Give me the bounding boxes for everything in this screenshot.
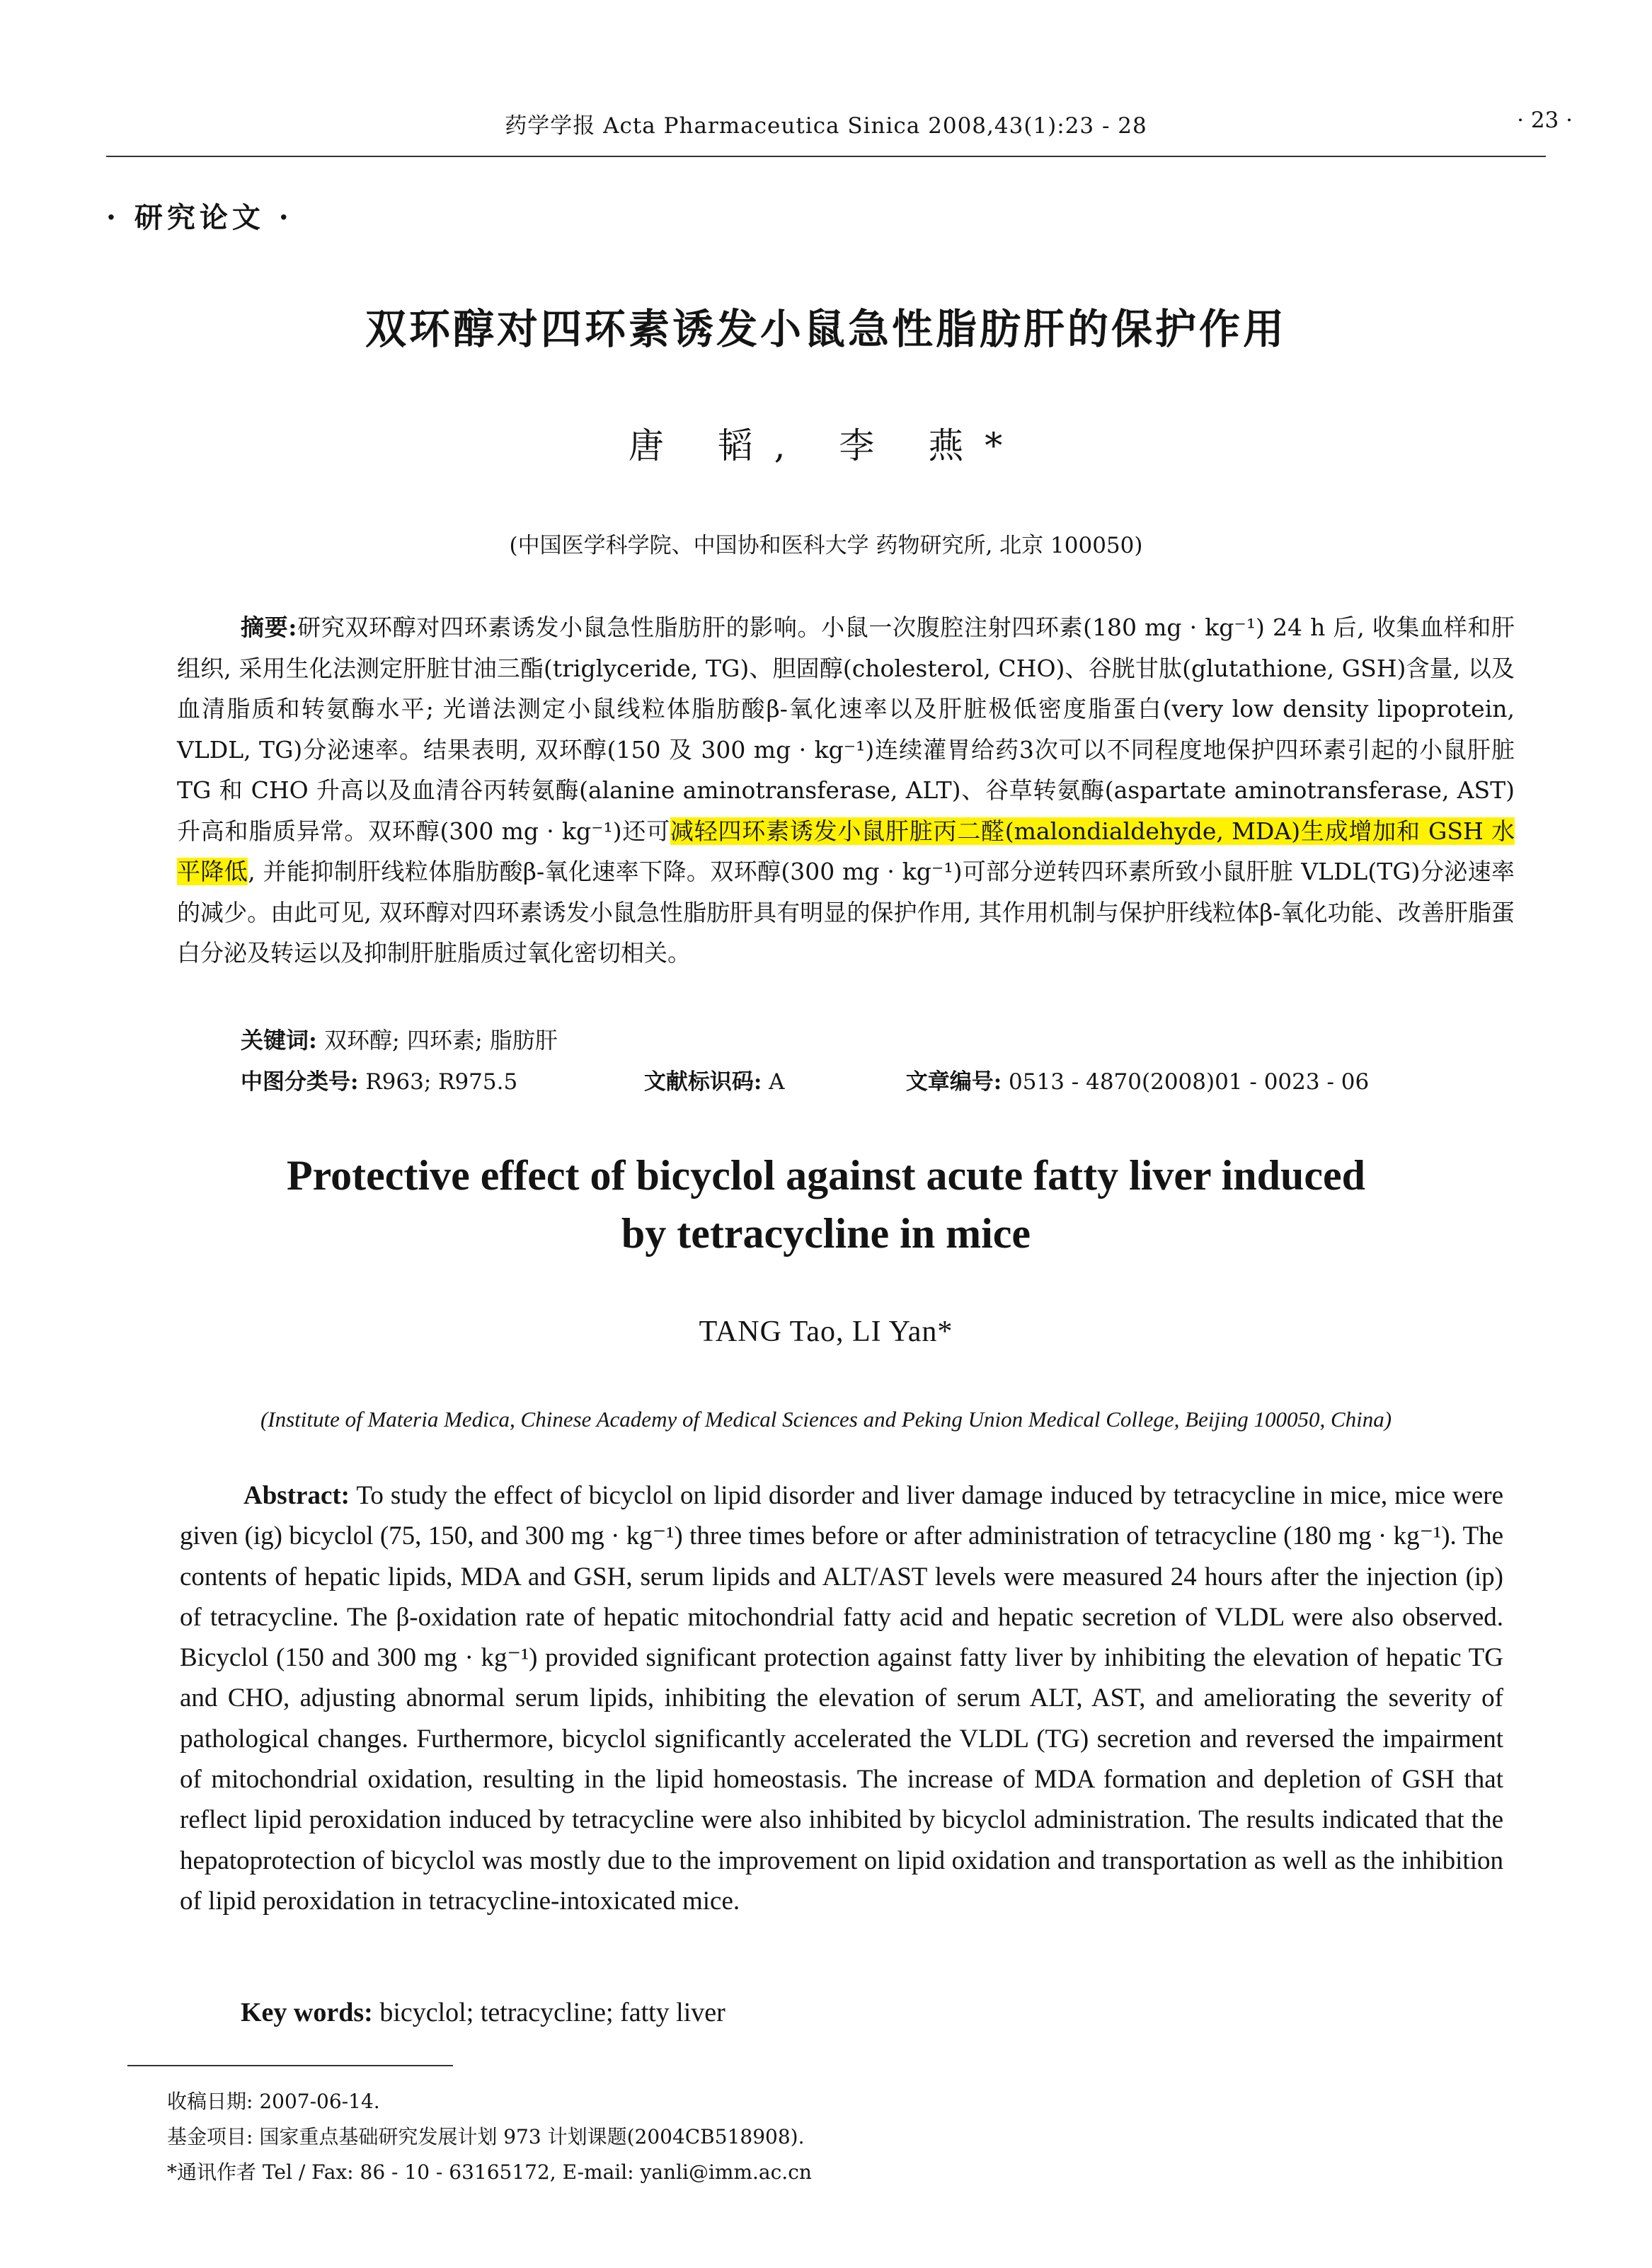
- cn-abstract: [177, 607, 1515, 974]
- doccode-value: A: [769, 1069, 785, 1095]
- cn-keywords-label: 关键词:: [241, 1027, 317, 1054]
- cn-authors: 唐 韬, 李 燕*: [628, 425, 1024, 466]
- en-authors: TANG Tao, LI Yan*: [699, 1316, 953, 1348]
- cn-abstract-highlight: 减轻四环素诱发小鼠肝脏丙二醛(malondialdehyde, MDA)生成增加和 GSH 水平降低: [177, 817, 1515, 885]
- footnote-divider: [127, 2065, 453, 2066]
- en-title-line1: Protective effect of bicyclol against acute fatty liver induced: [286, 1152, 1366, 1199]
- article-label: 文章编号:: [905, 1069, 1002, 1095]
- page-number: · 23 ·: [1517, 108, 1573, 133]
- cn-abstract-text-2: , 并能抑制肝线粒体脂肪酸β-氧化速率下降。双环醇(300 mg · kg⁻¹)可部分逆转四环素所致小鼠肝脏 VLDL(TG)分泌速率的减少。由此可见, 双环醇对四环素诱发小鼠急性脂肪肝具有明显的保护作用, 其作用机制与保护肝线粒体β-氧化功能、改善肝脂蛋白分泌及转运以及抑制肝脏脂质过氧化密切相关。: [177, 858, 1515, 967]
- article-value: 0513 - 4870(2008)01 - 0023 - 06: [1009, 1069, 1370, 1095]
- en-keywords: [241, 1997, 725, 2028]
- cn-keywords-value: 双环醇; 四环素; 脂肪肝: [324, 1027, 558, 1054]
- cn-abstract-label: 摘要:: [241, 614, 297, 641]
- doccode-label: 文献标识码:: [643, 1069, 762, 1095]
- cn-keywords: [241, 1023, 558, 1055]
- cn-affiliation: (中国医学科学院、中国协和医科大学 药物研究所, 北京 100050): [509, 533, 1143, 558]
- journal-header: 药学学报 Acta Pharmaceutica Sinica 2008,43(1):23 - 28: [505, 113, 1147, 139]
- cn-classification: [241, 1064, 1515, 1095]
- class-value: R963; R975.5: [365, 1069, 518, 1095]
- cn-title: 双环醇对四环素诱发小鼠急性脂肪肝的保护作用: [365, 305, 1287, 353]
- en-abstract-label: Abstract:: [243, 1481, 350, 1510]
- footnote-received: 收稿日期: 2007-06-14.: [167, 2090, 380, 2113]
- cn-abstract-text-1: 研究双环醇对四环素诱发小鼠急性脂肪肝的影响。小鼠一次腹腔注射四环素(180 mg · kg⁻¹) 24 h 后, 收集血样和肝组织, 采用生化法测定肝脏甘油三酯(triglyceride, TG)、胆固醇(cholesterol, CHO)、谷胱甘肽(glutathione, GSH)含量, 以及血清脂质和转氨酶水平; 光谱法测定小鼠线粒体脂肪酸β-氧化速率以及肝脏极低密度脂蛋白(very low density lipoprotein, VLDL, TG)分泌速率。结果表明, 双环醇(150 及 300 mg · kg⁻¹)连续灌胃给药3次可以不同程度地保护四环素引起的小鼠肝脏 TG 和 CHO 升高以及血清谷丙转氨酶(alanine aminotransferase, ALT)、谷草转氨酶(aspartate aminotransferase, AST)升高和脂质异常。双环醇(300 mg · kg⁻¹)还可: [177, 614, 1515, 845]
- en-keywords-label: Key words:: [241, 1998, 373, 2027]
- footnote-correspondence: *通讯作者 Tel / Fax: 86 - 10 - 63165172, E-mail: yanli@imm.ac.cn: [167, 2160, 812, 2184]
- footnote-funding: 基金项目: 国家重点基础研究发展计划 973 计划课题(2004CB518908).: [167, 2125, 805, 2148]
- en-abstract-text: To study the effect of bicyclol on lipid disorder and liver damage induced by tetracycline in mice, mice were given (ig) bicyclol (75, 150, and 300 mg · kg⁻¹) three times before or after administration of tetracycline (180 mg · kg⁻¹). The contents of hepatic lipids, MDA and GSH, serum lipids and ALT/AST levels were measured 24 hours after the injection (ip) of tetracycline. The β-oxidation rate of hepatic mitochondrial fatty acid and hepatic secretion of VLDL were also observed. Bicyclol (150 and 300 mg · kg⁻¹) provided significant protection against fatty liver by inhibiting the elevation of hepatic TG and CHO, adjusting abnormal serum lipids, inhibiting the elevation of serum ALT, AST, and ameliorating the severity of pathological changes. Furthermore, bicyclol significantly accelerated the VLDL (TG) secretion and reversed the impairment of mitochondrial oxidation, resulting in the lipid homeostasis. The increase of MDA formation and depletion of GSH that reflect lipid peroxidation induced by tetracycline were also inhibited by bicyclol administration. The results indicated that the hepatoprotection of bicyclol was mostly due to the improvement on lipid oxidation and transportation as well as the inhibition of lipid peroxidation in tetracycline-intoxicated mice.: [180, 1481, 1503, 1916]
- en-affiliation: (Institute of Materia Medica, Chinese Academy of Medical Sciences and Peking Union Medical College, Beijing 100050, China): [260, 1407, 1392, 1432]
- en-title: [0, 1146, 1652, 1262]
- en-keywords-value: bicyclol; tetracycline; fatty liver: [379, 1998, 725, 2027]
- section-tag: · 研究论文 ·: [106, 201, 293, 234]
- en-abstract: [180, 1475, 1503, 1921]
- class-label: 中图分类号:: [241, 1069, 359, 1095]
- en-title-line2: by tetracycline in mice: [621, 1210, 1031, 1257]
- header-divider: [106, 156, 1546, 157]
